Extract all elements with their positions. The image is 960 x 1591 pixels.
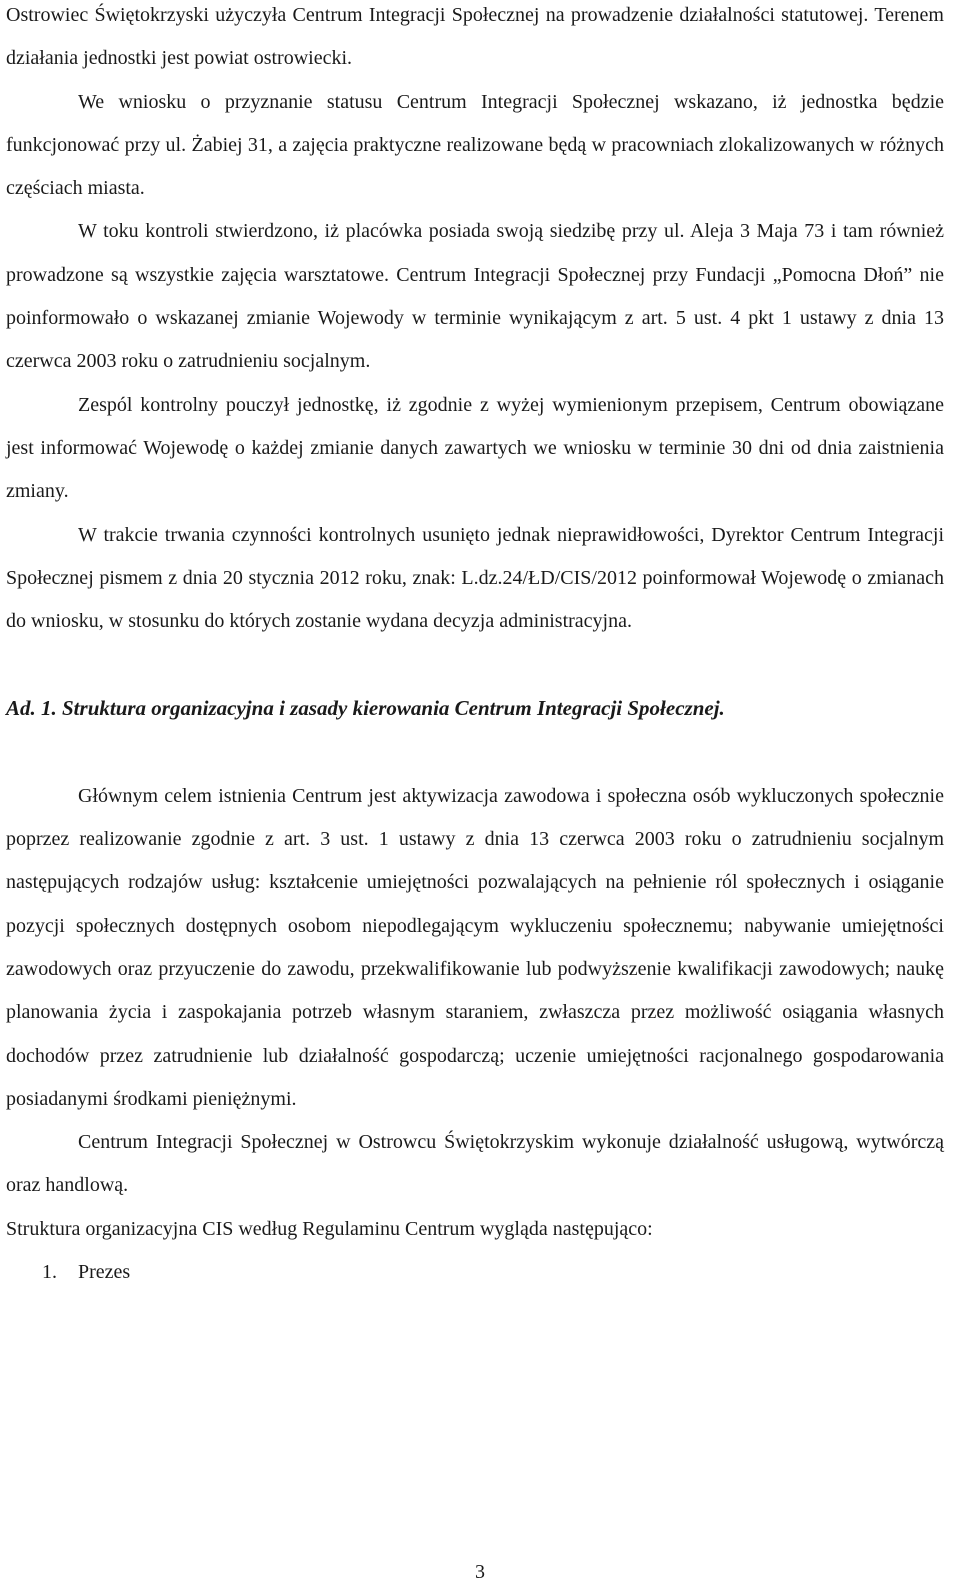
section-heading: Ad. 1. Struktura organizacyjna i zasady kierowania Centrum Integracji Społecznej. <box>6 696 725 721</box>
paragraph-1: Ostrowiec Świętokrzyski użyczyła Centrum Integracji Społecznej na prowadzenie działalności statutowej. Terenem działania jednostki jest powiat ostrowiecki. <box>6 4 944 70</box>
list-item-number: 1. <box>42 1261 57 1284</box>
page-number: 3 <box>475 1561 485 1583</box>
spacer <box>6 643 944 687</box>
paragraph-7: Centrum Integracji Społecznej w Ostrowcu Świętokrzyskim wykonuje działalność usługową, wytwórczą oraz handlową. <box>6 1131 944 1197</box>
paragraph-8: Struktura organizacyjna CIS według Regulaminu Centrum wygląda następująco: <box>6 1217 653 1240</box>
list-item <box>6 1251 944 1294</box>
list-item-label: Prezes <box>78 1261 131 1284</box>
paragraph-3: W toku kontroli stwierdzono, iż placówka posiada swoją siedzibę przy ul. Aleja 3 Maja 73 i tam również prowadzone są wszystkie zajęcia warsztatowe. Centrum Integracji Społecznej przy Fundacji „Pomocna Dłoń” nie poinformowało o wskazanej zmianie Wojewody w terminie wynikającym z art. 5 ust. 4 pkt 1 ustawy z dnia 13 czerwca 2003 roku o zatrudnieniu socjalnym. <box>6 220 944 373</box>
document-page <box>6 0 944 1591</box>
paragraph-6: Głównym celem istnienia Centrum jest aktywizacja zawodowa i społeczna osób wykluczonych społecznie poprzez realizowanie zgodnie z art. 3 ust. 1 ustawy z dnia 13 czerwca 2003 roku o zatrudnieniu socjalnym następujących rodzajów usług: kształcenie umiejętności pozwalających na pełnienie ról społecznych i osiąganie pozycji społecznych dostępnych osobom niepodlegającym wykluczeniu społecznemu; nabywanie umiejętności zawodowych oraz przyuczenie do zawodu, przekwalifikowanie lub podwyższenie kwalifikacji zawodowych; naukę planowania życia i zaspokajania potrzeb własnym staraniem, zwłaszcza przez możliwość osiągania własnych dochodów przez zatrudnienie lub działalność gospodarczą; uczenie umiejętności racjonalnego gospodarowania posiadanymi środkami pieniężnymi. <box>6 784 944 1110</box>
paragraph-4: Zespól kontrolny pouczył jednostkę, iż zgodnie z wyżej wymienionym przepisem, Centrum obowiązane jest informować Wojewodę o każdej zmianie danych zawartych we wniosku w terminie 30 dni od dnia zaistnienia zmiany. <box>6 393 944 503</box>
paragraph-5: W trakcie trwania czynności kontrolnych usunięto jednak nieprawidłowości, Dyrektor Centrum Integracji Społecznej pismem z dnia 20 stycznia 2012 roku, znak: L.dz.24/ŁD/CIS/2012 poinformował Wojewodę o zmianach do wniosku, w stosunku do których zostanie wydana decyzja administracyjna. <box>6 523 944 633</box>
spacer <box>6 731 944 775</box>
paragraph-2: We wniosku o przyznanie statusu Centrum Integracji Społecznej wskazano, iż jednostka będzie funkcjonować przy ul. Żabiej 31, a zajęcia praktyczne realizowane będą w pracowniach zlokalizowanych w różnych częściach miasta. <box>6 90 944 200</box>
